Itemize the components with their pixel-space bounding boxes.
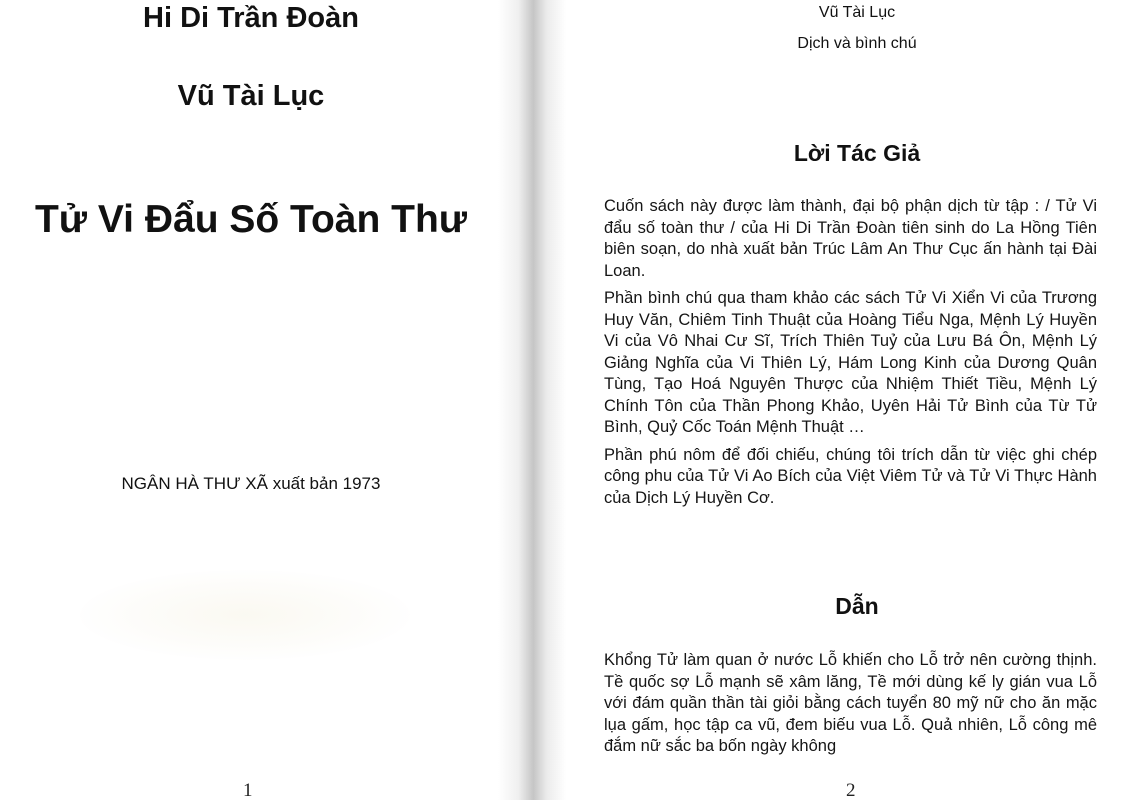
book-title: Tử Vi Đẩu Số Toàn Thư <box>34 198 468 241</box>
intro-body <box>604 650 1097 764</box>
original-author: Hi Di Trần Đoàn <box>143 2 359 34</box>
publisher-line: NGÂN HÀ THƯ XÃ xuất bản 1973 <box>121 474 381 493</box>
translator-name: Vũ Tài Lục <box>177 80 325 112</box>
preface-body <box>604 196 1097 515</box>
page-number-left: 1 <box>243 780 253 800</box>
translation-note: Dịch và bình chú <box>797 35 917 52</box>
left-page <box>0 0 522 800</box>
intro-heading: Dẫn <box>835 593 879 619</box>
page-number-right: 2 <box>846 780 856 800</box>
preface-paragraph: Cuốn sách này được làm thành, đại bộ phận dịch từ tập : / Tử Vi đẩu số toàn thư / của Hi Di Trần Đoàn tiên sinh do La Hồng Tiên biên soạn, do nhà xuất bản Trúc Lâm An Thư Cục ấn hành tại Đài Loan. <box>604 197 1097 280</box>
preface-paragraph: Phần phú nôm để đối chiếu, chúng tôi trích dẫn từ việc ghi chép công phu của Tử Vi Ao Bích của Việt Viêm Tử và Tử Vi Thực Hành của Dịch Lý Huyền Cơ. <box>604 445 1097 507</box>
preface-heading: Lời Tác Giả <box>793 140 921 166</box>
intro-paragraph: Khổng Tử làm quan ở nước Lỗ khiến cho Lỗ trở nên cường thịnh. Tề quốc sợ Lỗ mạnh sẽ xâm lăng, Tề mới dùng kế ly gián vua Lỗ với đám quần thần tài giỏi bằng cách tuyển 80 mỹ nữ cho ăn mặc lụa gấm, học tập ca vũ, đem biếu vua Lỗ. Quả nhiên, Lỗ công mê đắm nữ sắc ba bốn ngày không <box>604 651 1097 755</box>
preface-paragraph: Phần bình chú qua tham khảo các sách Tử Vi Xiển Vi của Trương Huy Văn, Chiêm Tinh Thuật của Hoàng Tiểu Nga, Mệnh Lý Huyền Vi của Vô Nhai Cư Sĩ, Trích Thiên Tuỷ của Lưu Bá Ôn, Mệnh Lý Giảng Nghĩa của Vi Thiên Lý, Hám Long Kinh của Dương Quân Tùng, Tạo Hoá Nguyên Thược của Nhiệm Thiết Tiều, Mệnh Lý Chính Tôn của Thần Phong Khảo, Uyên Hải Tử Bình của Từ Tử Bình, Quỷ Cốc Toán Mệnh Thuật … <box>604 289 1097 436</box>
right-page <box>540 0 1138 800</box>
translator-credit: Vũ Tài Lục <box>818 4 896 21</box>
paper-smudge <box>80 570 410 660</box>
